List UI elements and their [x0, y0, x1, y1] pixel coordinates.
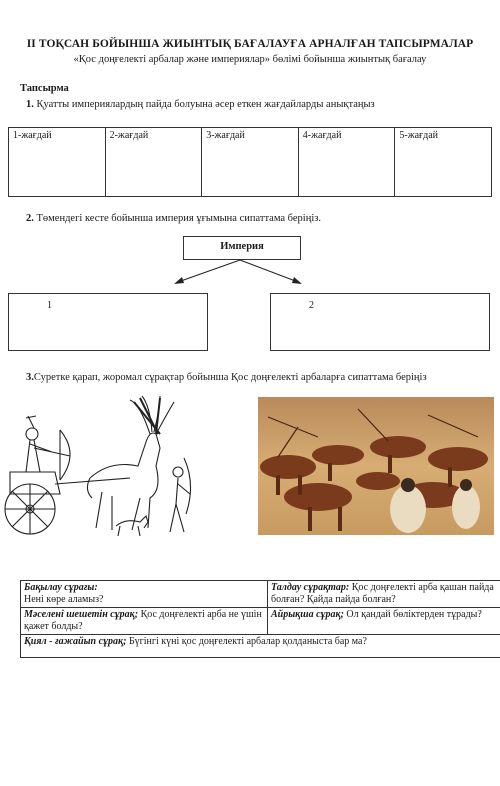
question-3-number: 3. [26, 372, 34, 383]
question-3-text: Суретке қарап, жоромал сұрақтар бойынша Қос доңғелекті арбаларға сипаттама беріңіз [33, 372, 427, 383]
analyze-question-label: Талдау сұрақтар: [271, 582, 350, 593]
problem-question-text: Қос доңғелекті арба не үшін қажет болды? [24, 609, 262, 632]
question-2 [26, 213, 321, 224]
arrow-right [240, 260, 298, 282]
distinguish-question-cell [268, 608, 500, 635]
condition-cell-1[interactable] [9, 128, 106, 197]
imagine-question-label: Қиял - ғажайып сұрақ; [24, 636, 127, 647]
condition-cell-2[interactable] [105, 128, 202, 197]
observe-question-label: Бақылау сұрағы: [24, 582, 98, 593]
analyze-question-text: Қос доңғелекті арба қашан пайда болған? Қайда пайда болған? [271, 582, 494, 605]
question-1-number: 1. [26, 99, 34, 110]
condition-label: 1-жағдай [13, 130, 52, 141]
page-subtitle: «Қос доңғелекті арбалар және империялар» бөлімі бойынша жиынтық бағалау [73, 54, 427, 65]
arrows [160, 258, 320, 288]
egyptian-chariot-image [0, 394, 200, 544]
observe-question-text: Нені көре аламыз? [24, 594, 104, 605]
condition-cell-3[interactable] [202, 128, 299, 197]
condition-cell-5[interactable] [395, 128, 492, 197]
distinguish-question-label: Айрықша сұрақ; [271, 609, 344, 620]
answer-box-2[interactable] [270, 293, 490, 351]
chariot-battle-image [258, 397, 494, 535]
imagine-question-cell[interactable] [21, 635, 500, 658]
condition-cell-4[interactable] [298, 128, 395, 197]
question-1-text: Қуатты империялардың пайда болуына әсер еткен жағдайларды анықтаңыз [36, 99, 375, 110]
question-3 [26, 372, 427, 383]
imagine-question-text: Бүгінгі күні қос доңғелекті арбалар қолданыста бар ма? [128, 636, 367, 647]
question-2-number: 2. [26, 213, 34, 224]
distinguish-question-text: Ол қандай бөліктерден тұрады? [346, 609, 482, 620]
conditions-table [8, 127, 492, 197]
answer-box-1[interactable] [8, 293, 208, 351]
condition-label: 5-жағдай [399, 130, 439, 141]
arrow-left-head [174, 277, 184, 284]
empire-box: Империя [183, 236, 301, 260]
condition-label: 3-жағдай [206, 130, 245, 141]
arrow-left [178, 260, 240, 282]
arrow-right-head [292, 277, 302, 284]
questions-table [20, 580, 500, 658]
page-title: ІІ ТОҚСАН БОЙЫНША ЖИЫНТЫҚ БАҒАЛАУҒА АРНАЛҒАН ТАПСЫРМАЛАР [26, 38, 474, 50]
answer-box-2-number: 2 [309, 300, 314, 311]
analyze-question-cell [268, 581, 500, 608]
condition-label: 2-жағдай [109, 130, 149, 141]
answer-box-1-number: 1 [47, 300, 52, 311]
observe-question-cell [21, 581, 268, 608]
condition-label: 4-жағдай [302, 130, 342, 141]
problem-question-cell [21, 608, 268, 635]
task-heading: Тапсырма [20, 83, 69, 94]
question-2-text: Төмендегі кесте бойынша империя ұғымына сипаттама беріңіз. [36, 213, 322, 224]
problem-question-label: Мәселені шешетін сұрақ; [24, 609, 139, 620]
question-1 [26, 99, 375, 110]
